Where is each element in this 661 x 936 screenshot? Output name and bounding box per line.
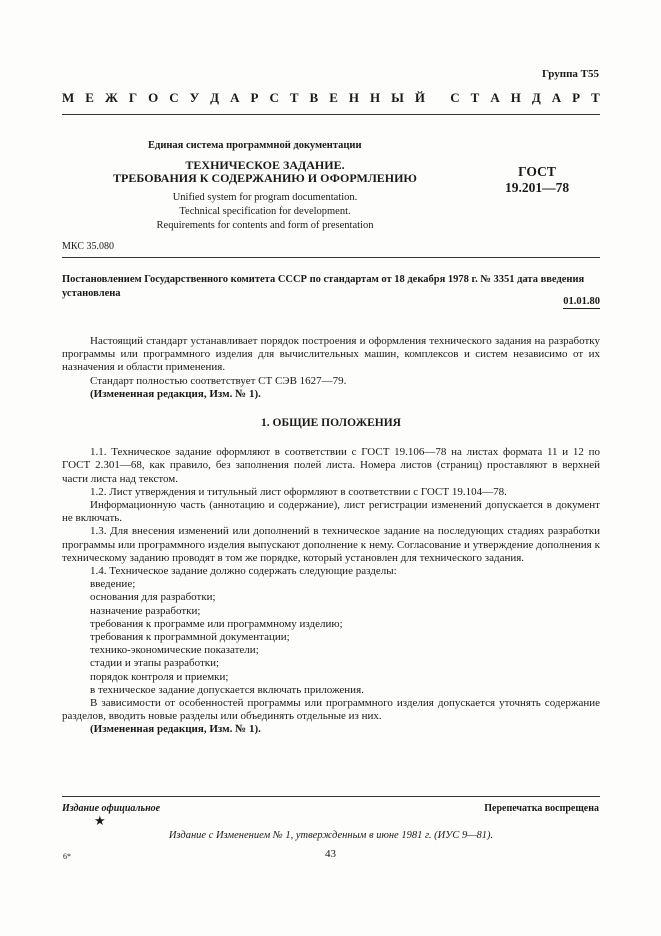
title-line: ТЕХНИЧЕСКОЕ ЗАДАНИЕ. (185, 158, 345, 172)
heading-letter: Й (414, 90, 425, 105)
list-item: основания для разработки; (90, 591, 216, 604)
list-item: требования к программе или программному изделию; (90, 617, 343, 630)
english-title (110, 191, 420, 233)
heading-letter: Н (348, 90, 359, 105)
document-title (100, 159, 430, 185)
star-icon: ★ (94, 813, 106, 828)
paragraph: 1.2. Лист утверждения и титульный лист оформляют в соответствии с ГОСТ 19.104—78. (90, 485, 507, 498)
system-name: Единая система программной документации (148, 140, 362, 151)
list-item: требования к программной документации; (90, 631, 290, 644)
signature-mark: 6* (63, 852, 71, 861)
paragraph: в техническое задание допускается включать приложения. (90, 683, 364, 696)
divider (62, 114, 600, 115)
section-heading: 1. ОБЩИЕ ПОЛОЖЕНИЯ (261, 417, 401, 430)
group-label: Группа Т55 (541, 68, 599, 80)
title-line: ТРЕБОВАНИЯ К СОДЕРЖАНИЮ И ОФОРМЛЕНИЮ (113, 171, 417, 185)
list-item: порядок контроля и приемки; (90, 670, 229, 683)
heading-letter: Т (591, 90, 600, 105)
paragraph: Настоящий стандарт устанавливает порядок построения и оформления технического задания на разработку программы или программного изделия для вычислительных машин, комплексов и систем независимо от их назначения и области применения. (62, 335, 600, 374)
standard-type-heading (62, 90, 600, 106)
gost-designation (492, 164, 582, 196)
paragraph: 1.4. Техническое задание должно содержать следующие разделы: (90, 565, 397, 578)
page-number: 43 (325, 848, 336, 860)
heading-letter (436, 90, 439, 106)
heading-letter: С (450, 90, 460, 105)
heading-letter: М (62, 90, 75, 105)
official-edition-label: Издание официальное (62, 803, 161, 814)
list-item: стадии и этапы разработки; (90, 657, 220, 670)
heading-letter: Т (289, 90, 299, 105)
list-item: введение; (90, 578, 136, 591)
heading-letter: Е (85, 90, 94, 105)
revision-note: (Измененная редакция, Изм. № 1). (90, 723, 261, 736)
gost-number: 19.201—78 (504, 180, 570, 195)
heading-letter: Н (369, 90, 381, 105)
heading-letter: А (551, 90, 562, 105)
english-title-line: Requirements for contents and form of presentation (156, 220, 374, 231)
heading-letter: О (148, 90, 159, 105)
heading-letter: Т (470, 90, 480, 105)
paragraph: Стандарт полностью соответствует СТ СЭВ 1627—79. (90, 374, 347, 387)
list-item: технико-экономические показатели; (90, 644, 259, 657)
reprint-notice: Перепечатка воспрещена (484, 803, 599, 814)
heading-letter: Д (210, 90, 220, 105)
decree-text: Постановлением Государственного комитета СССР по стандартам от 18 декабря 1978 г. № 3351 дата введения установлена (62, 274, 585, 299)
heading-letter: Р (250, 90, 259, 105)
heading-letter: Д (531, 90, 541, 105)
heading-letter: Р (572, 90, 581, 105)
paragraph: В зависимости от особенностей программы или программного изделия допускается уточнять содержание разделов, вводить новые разделы или объединять отдельные из них. (62, 697, 600, 723)
divider (62, 796, 600, 797)
gost-label: ГОСТ (518, 164, 556, 179)
effective-date: 01.01.80 (563, 296, 600, 307)
revision-note: (Измененная редакция, Изм. № 1). (90, 387, 261, 400)
heading-letter: У (189, 90, 200, 105)
heading-letter: Н (510, 90, 521, 105)
paragraph: 1.1. Техническое задание оформляют в соответствии с ГОСТ 19.106—78 на листах формата 11 и 12 по ГОСТ 2.301—68, как правило, без заполнения полей листа. Номера листов (страниц) проставляют в верхней части листа над текстом. (62, 446, 600, 485)
edition-note: Издание с Изменением № 1, утвержденным в июне 1981 г. (ИУС 9—81). (168, 830, 494, 841)
english-title-line: Unified system for program documentation. (172, 192, 358, 203)
heading-letter: В (309, 90, 319, 105)
mks-code: МКС 35.080 (62, 241, 114, 252)
heading-letter: Е (329, 90, 338, 105)
heading-letter: С (269, 90, 279, 105)
english-title-line: Technical specification for development. (179, 206, 351, 217)
heading-letter: Ы (391, 90, 404, 105)
heading-letter: А (490, 90, 500, 105)
list-item: назначение разработки; (90, 604, 201, 617)
paragraph: 1.3. Для внесения изменений или дополнений в техническое задание на последующих стадиях разработки программы или программного изделия выпускают дополнение к нему. Согласование и утверждение дополнения к техническому заданию проводят в том же порядке, который установлен для технического задания. (62, 525, 600, 564)
heading-letter: Ж (104, 90, 118, 105)
document-body (62, 335, 600, 737)
heading-letter: Г (128, 90, 138, 105)
heading-letter: А (230, 90, 240, 105)
paragraph: Информационную часть (аннотацию и содержание), лист регистрации изменений допускается в документ не включать. (62, 499, 600, 525)
divider (62, 257, 600, 258)
heading-letter: С (169, 90, 179, 105)
